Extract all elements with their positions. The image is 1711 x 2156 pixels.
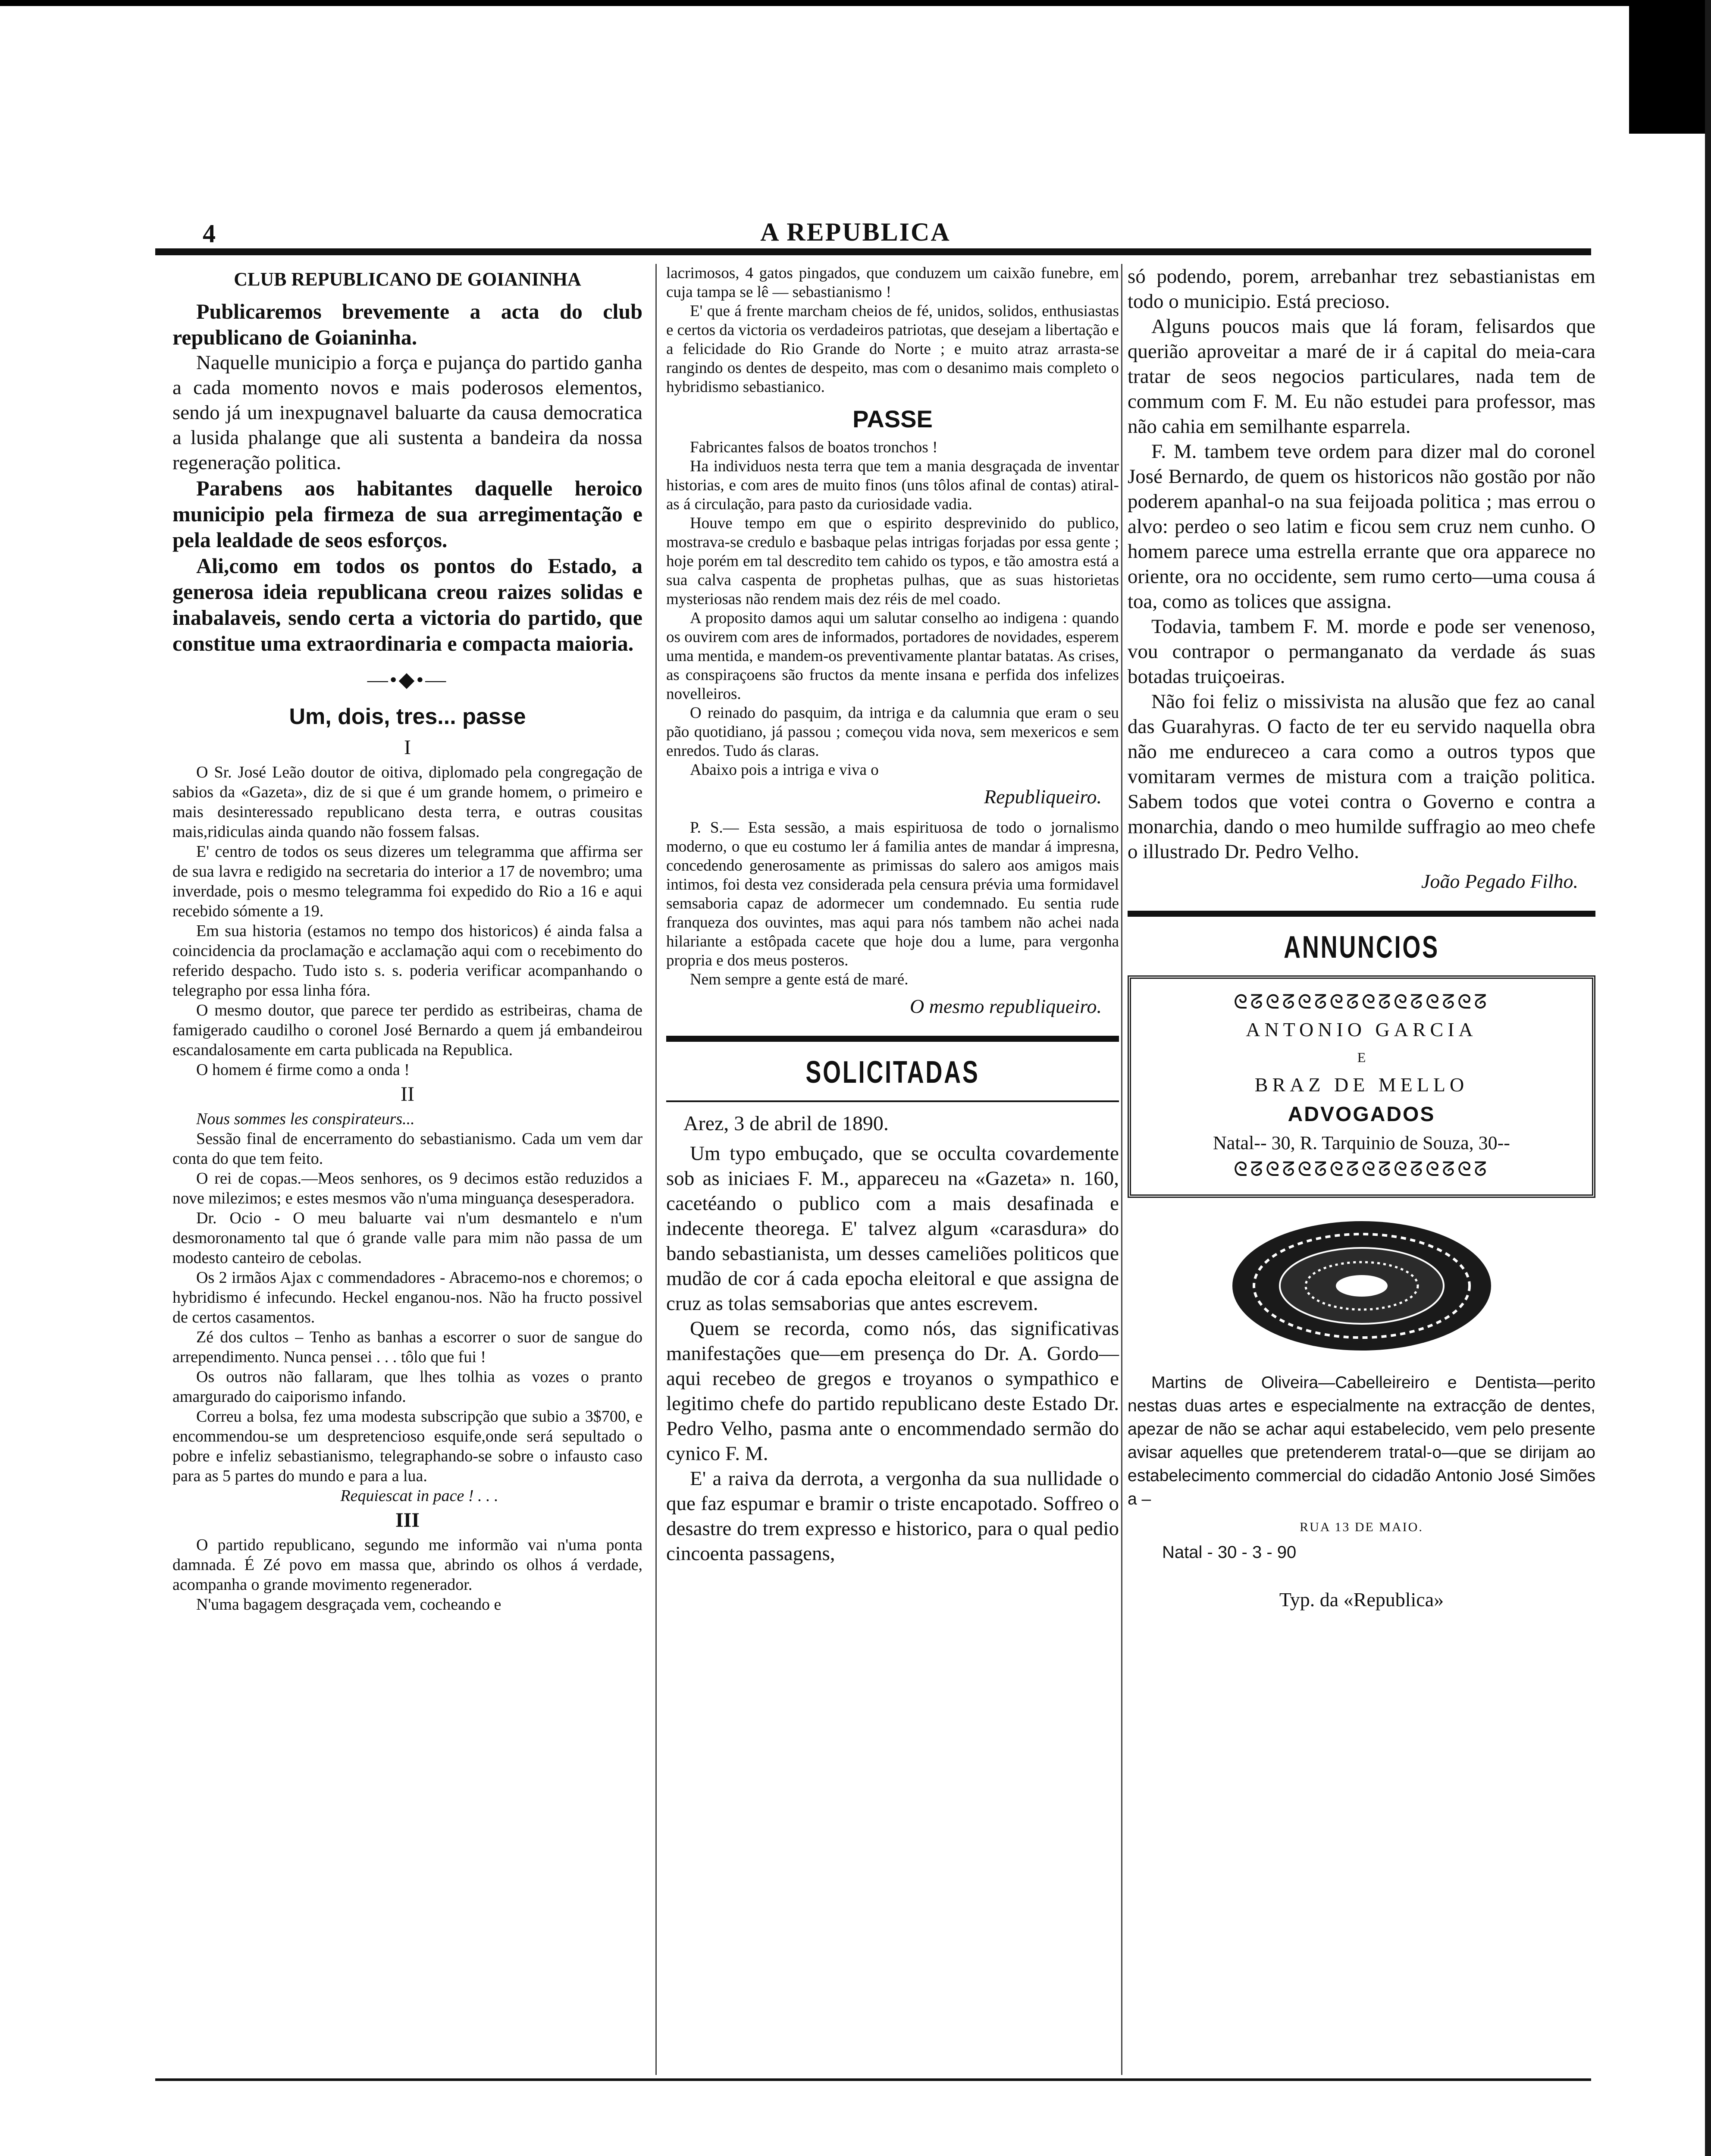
column-separator bbox=[655, 264, 657, 2075]
paragraph: Nem sempre a gente está de maré. bbox=[690, 971, 909, 988]
paragraph: Não foi feliz o missivista na alusão que fez ao canal das Guarahyras. O facto de ter eu servido naquella obra não me endureceo a cara como a outros typos que vomitaram vermes de mistura com a traição politica. Sabem todos que votei contra o Governo e contra a monarchia, dando o meo humilde suffragio ao meo chefe o illustrado Dr. Pedro Velho. bbox=[1128, 690, 1595, 863]
decorative-border: ᘓᘔᘓᘔᘓᘔᘓᘔᘓᘔᘓᘔᘓᘔᘓᘔ bbox=[1233, 1158, 1490, 1180]
section-numeral: I bbox=[404, 736, 411, 759]
footer-rule bbox=[155, 2078, 1591, 2081]
section-title-annuncios: ANNUNCIOS bbox=[1284, 930, 1439, 965]
paragraph: O rei de copas.—Meos senhores, os 9 decimos estão reduzidos a nove milezimos; e estes mesmos vão n'uma minguança desesperadora. bbox=[172, 1169, 642, 1207]
column-separator bbox=[1121, 264, 1122, 2075]
paragraph: Ha individuos nesta terra que tem a mania desgraçada de inventar historias, e com ares de muito finos (uns tôlos afinal de contas) atiral-as á circulação, para pasto da curiosidade vadia. bbox=[666, 458, 1119, 513]
paragraph: Sessão final de encerramento do sebastianismo. Cada um vem dar conta do que tem feito. bbox=[172, 1130, 642, 1168]
paragraph: Os 2 irmãos Ajax c commendadores - Abracemo-nos e choremos; o hybridismo é infecundo. Heckel enganou-nos. Não ha fructo possivel de certos casamentos. bbox=[172, 1269, 642, 1326]
section-rule bbox=[1128, 911, 1595, 917]
paragraph: Nous sommes les conspirateurs... bbox=[196, 1110, 415, 1128]
article-title-um-dois: Um, dois, tres... passe bbox=[289, 704, 526, 729]
signature: Republiqueiro. bbox=[984, 786, 1102, 808]
paragraph: P. S.— Esta sessão, a mais espirituosa de todo o jornalismo moderno, o que eu costumo ler á familia antes de mandar á impresna, concedendo generosamente as primissas do salero aos amigos mais intimos, foi desta vez considerada pela censura prévia uma formidavel semsaboria capaz de adormecer um condemnado. Eu sentia rude franqueza dos ouvintes, mas aqui para nós tambem não achei nada hilariante a estôpada cacete que hoje dou a lume, para vergonha propria e dos meus posteros. bbox=[666, 819, 1119, 969]
ornament-image bbox=[1224, 1213, 1500, 1359]
newspaper-title: A REPUBLICA bbox=[760, 218, 951, 246]
paragraph: F. M. tambem teve ordem para dizer mal do coronel José Bernardo, de quem os historicos não gostão por não poderem apanhal-o na sua feijoada politica ; mas errou o alvo: perdeo o seo latim e ficou sem cruz nem cunho. O homem parece uma estrella errante que ora apparece no oriente, ora no occidente, sem rumo certo—uma cousa á toa, como as tolices que assigna. bbox=[1128, 440, 1595, 613]
paragraph: E' a raiva da derrota, a vergonha da sua nullidade o que faz espumar e bramir o triste encapotado. Soffreo o desastre do trem expresso e historico, para o qual pedio cincoenta passagens, bbox=[666, 1467, 1119, 1565]
column-left bbox=[172, 264, 642, 1614]
article-title-passe: PASSE bbox=[852, 405, 933, 432]
scan-corner-black bbox=[1629, 0, 1711, 134]
paragraph: O homem é firme como a onda ! bbox=[196, 1061, 410, 1079]
paragraph: A proposito damos aqui um salutar conselho ao indigena : quando os ouvirem com ares de informados, portadores de novidades, esperem uma mentida, e mandem-os preventivamente plantar batatas. As crises, as conspiraçoens são fructos da mente insana e perfida dos infelizes novelleiros. bbox=[666, 609, 1119, 703]
paragraph: Zé dos cultos – Tenho as banhas a escorrer o suor de sangue do arrependimento. Nunca pensei . . . tôlo que fui ! bbox=[172, 1328, 642, 1366]
paragraph: Ali,como em todos os pontos do Estado, a generosa ideia republicana creou raizes solidas e inabalaveis, sendo certa a victoria do partido, que constitue uma extraordinaria e compacta maioria. bbox=[172, 554, 642, 655]
paragraph: Alguns poucos mais que lá foram, felisardos que querião aproveitar a maré de ir á capital do meia-cara tratar de seos negocios particulares, nada tem de commum com F. M. Eu não estudei para professor, mas não cahia em semilhante esparrela. bbox=[1128, 315, 1595, 438]
paragraph: O mesmo doutor, que parece ter perdido as estribeiras, chama de famigerado caudilho o coronel José Bernardo a quem já embandeirou escandalosamente em carta publicada na Republica. bbox=[172, 1001, 642, 1059]
signature: O mesmo republiqueiro. bbox=[909, 995, 1102, 1017]
paragraph: Um typo embuçado, que se occulta covardemente sob as iniciaes F. M., appareceu na «Gazeta» n. 160, cacetéando o publico com a mais desafinada e indecente theorega. E' talvez algum «carasdura» do bando sebastianista, um desses cameliões politicos que mudão de cor á cada epocha eleitoral e que assigna de cruz as tolas semsaborias que antes escrevem. bbox=[666, 1142, 1119, 1315]
section-numeral: II bbox=[401, 1083, 414, 1106]
page-number: 4 bbox=[203, 219, 216, 248]
advertisement-street: RUA 13 DE MAIO. bbox=[1300, 1520, 1423, 1534]
section-rule bbox=[666, 1036, 1119, 1042]
advertiser-role: ADVOGADOS bbox=[1288, 1103, 1435, 1126]
paragraph: lacrimosos, 4 gatos pingados, que conduzem um caixão funebre, em cuja tampa se lê — sebastianismo ! bbox=[666, 264, 1119, 301]
advertisement-lawyers bbox=[1128, 975, 1595, 1198]
paragraph: O partido republicano, segundo me informão vai n'uma ponta damnada. É Zé povo em massa que, abrindo os olhos á verdade, acompanha o grande movimento regenerador. bbox=[172, 1536, 642, 1594]
section-numeral: III bbox=[395, 1509, 420, 1532]
paragraph: Fabricantes falsos de boatos tronchos ! bbox=[690, 439, 938, 456]
scan-border-top bbox=[0, 0, 1711, 6]
paragraph: N'uma bagagem desgraçada vem, cocheando e bbox=[196, 1595, 501, 1614]
paragraph: E' que á frente marcham cheios de fé, unidos, solidos, enthusiastas e certos da victoria os verdadeiros patriotas, que desejam a libertação e a felicidade do Rio Grande do Norte ; e muito atraz arrasta-se rangindo os dentes de despeito, mas com o desanimo mais completo o hybridismo sebastianico. bbox=[666, 302, 1119, 396]
column-right bbox=[1128, 264, 1595, 1617]
conjunction: E bbox=[1357, 1050, 1366, 1065]
advertiser-address: Natal-- 30, R. Tarquinio de Souza, 30-- bbox=[1213, 1132, 1510, 1153]
paragraph: Requiescat in pace ! . . . bbox=[340, 1487, 498, 1505]
paragraph: E' centro de todos os seus dizeres um telegramma que affirma ser de sua lavra e redigido na secretaria do interior a 17 de novembro; uma inverdade, pois o mesmo telegramma foi expedido do Rio a 16 e aqui recebido sómente a 19. bbox=[172, 843, 642, 920]
paragraph: Parabens aos habitantes daquelle heroico municipio pela firmeza de sua arregimentação e pela lealdade de seos esforços. bbox=[172, 476, 642, 552]
decorative-border: ᘓᘔᘓᘔᘓᘔᘓᘔᘓᘔᘓᘔᘓᘔᘓᘔ bbox=[1233, 991, 1490, 1013]
paragraph: O Sr. José Leão doutor de oitiva, diplomado pela congregação de sabios da «Gazeta», diz de si que é um grande homem, o primeiro e mais desinteressado republicano desta terra, e outras cousitas mais,ridiculas ainda quando não fossem falsas. bbox=[172, 763, 642, 841]
section-rule bbox=[666, 1100, 1119, 1102]
paragraph: Os outros não fallaram, que lhes tolhia as vozes o pranto amargurado do caiporismo infando. bbox=[172, 1368, 642, 1406]
advertisement-dentist: Martins de Oliveira—Cabelleireiro e Dentista—perito nestas duas artes e especialmente na extracção de dentes, apezar de não se achar aqui estabelecido, vem pelo presente avisar aquelles que pretenderem tratal-o—que se dirijam ao estabelecimento commercial do cidadão Antonio José Simões a – bbox=[1128, 1373, 1595, 1508]
advertiser-name: ANTONIO GARCIA bbox=[1246, 1018, 1477, 1040]
section-title-solicitadas: SOLICITADAS bbox=[805, 1055, 980, 1090]
paragraph: Dr. Ocio - O meu baluarte vai n'um desmantelo e n'um desmoronamento tal que ó grande valle para mim não passa de um modesto canteiro de cebolas. bbox=[172, 1209, 642, 1267]
printer-imprint: Typ. da «Republica» bbox=[1279, 1589, 1444, 1611]
article-title-club: CLUB REPUBLICANO DE GOIANINHA bbox=[234, 269, 581, 290]
paragraph: Correu a bolsa, fez uma modesta subscripção que subio a 3$700, e encommendou-se um despretencioso esquife,onde será sepultado o pobre e infeliz sebastianismo, telegraphando-se sobre o infausto caso para as 5 partes do mundo e para a lua. bbox=[172, 1407, 642, 1485]
paragraph: Em sua historia (estamos no tempo dos historicos) é ainda falsa a coincidencia da proclamação e acclamação aqui com o recebimento do referido despacho. Tudo isto s. s. poderia verificar acompanhando o telegrapho por essa linha fóra. bbox=[172, 922, 642, 1000]
ornament-divider: —•◆•— bbox=[367, 668, 448, 691]
header-rule bbox=[155, 248, 1591, 255]
paragraph: O reinado do pasquim, da intriga e da calumnia que eram o seu pão quotidiano, já passou ; começou vida nova, sem mexericos e sem enredos. Tudo ás claras. bbox=[666, 704, 1119, 760]
dateline: Arez, 3 de abril de 1890. bbox=[683, 1112, 889, 1135]
advertisement-date: Natal - 30 - 3 - 90 bbox=[1162, 1543, 1297, 1562]
column-middle bbox=[666, 264, 1119, 1566]
signature: João Pegado Filho. bbox=[1421, 870, 1578, 892]
advertiser-name: BRAZ DE MELLO bbox=[1254, 1074, 1469, 1096]
scan-border-right bbox=[1705, 0, 1711, 2156]
paragraph: Naquelle municipio a força e pujança do partido ganha a cada momento novos e mais poderosos elementos, sendo já um inexpugnavel baluarte da causa democratica a lusida phalange que ali sustenta a bandeira da nossa regeneração politica. bbox=[172, 351, 642, 474]
paragraph: Houve tempo em que o espirito desprevinido do publico, mostrava-se credulo e basbaque pelas intrigas forjadas por essa gente ; hoje porém em tal descredito tem cahido os typos, e tão amostra está a sua calva caspenta de prophetas pulhas, que as suas historietas mysteriosas não rendem mais dez réis de mel coado. bbox=[666, 514, 1119, 608]
paragraph: Quem se recorda, como nós, das significativas manifestações que—em presença do Dr. A. Gordo—aqui recebeo de gregos e troyanos o sympathico e legitimo chefe do partido republicano deste Estado Dr. Pedro Velho, pasma ante o encommendado sermão do cynico F. M. bbox=[666, 1317, 1119, 1465]
paragraph: Abaixo pois a intriga e viva o bbox=[690, 761, 879, 779]
paragraph: Publicaremos brevemente a acta do club republicano de Goianinha. bbox=[172, 299, 642, 349]
paragraph: Todavia, tambem F. M. morde e pode ser venenoso, vou contrapor o permanganato da verdade ás suas botadas truiçoeiras. bbox=[1128, 615, 1595, 688]
paragraph: só podendo, porem, arrebanhar trez sebastianistas em todo o municipio. Está precioso. bbox=[1128, 265, 1595, 313]
